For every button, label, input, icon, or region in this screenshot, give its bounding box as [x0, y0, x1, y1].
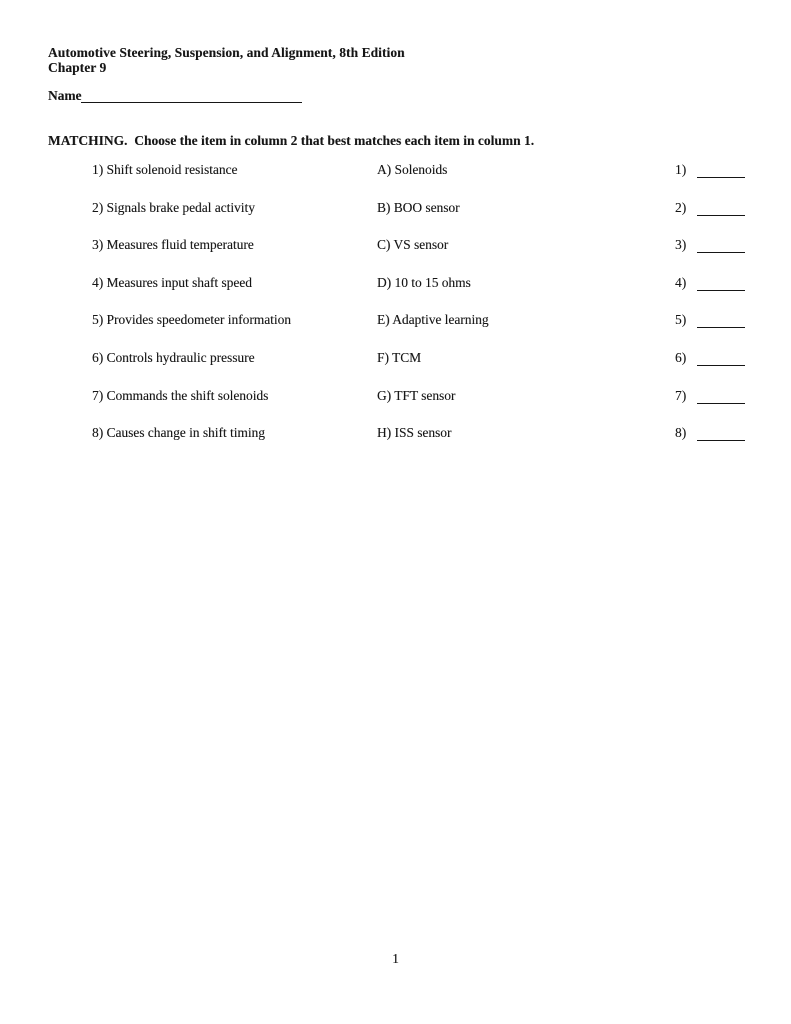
- option-letter: A): [377, 162, 392, 177]
- matching-row: [0, 350, 791, 388]
- answer-number: 4): [675, 274, 687, 290]
- name-row: [48, 88, 302, 104]
- answer-number: 2): [675, 199, 687, 215]
- column1-item: [92, 237, 254, 253]
- answer-blank: [697, 251, 745, 253]
- option-text: VS sensor: [393, 237, 449, 253]
- option-letter: G): [377, 387, 392, 403]
- item-text: Causes change in shift timing: [106, 425, 265, 441]
- matching-row: [0, 388, 791, 426]
- column2-option: [377, 162, 447, 178]
- matching-row: [0, 275, 791, 313]
- option-text: Adaptive learning: [392, 312, 489, 328]
- column2-option: [377, 200, 460, 216]
- answer-slot: [675, 350, 745, 366]
- answer-number: 6): [675, 349, 687, 365]
- option-text: TCM: [392, 349, 422, 365]
- answer-number: 7): [675, 387, 687, 403]
- answer-slot: [675, 425, 745, 441]
- item-text: Shift solenoid resistance: [106, 162, 238, 177]
- matching-row: [0, 162, 791, 200]
- item-number: 3): [92, 237, 104, 253]
- answer-slot: [675, 200, 745, 216]
- answer-blank: [697, 402, 745, 404]
- option-text: ISS sensor: [394, 425, 452, 441]
- answer-slot: [675, 388, 745, 404]
- answer-blank: [697, 364, 745, 366]
- option-letter: H): [377, 425, 392, 441]
- option-letter: D): [377, 274, 392, 290]
- answer-slot: [675, 312, 745, 328]
- item-number: 7): [92, 387, 104, 403]
- answer-blank: [697, 176, 745, 178]
- column1-item: [92, 312, 291, 328]
- matching-row: [0, 237, 791, 275]
- column1-item: [92, 388, 268, 404]
- item-number: 5): [92, 312, 104, 328]
- answer-number: 3): [675, 237, 687, 253]
- document-title: Automotive Steering, Suspension, and Alignment, 8th Edition: [48, 45, 405, 60]
- item-text: Commands the shift solenoids: [106, 387, 269, 403]
- column1-item: [92, 425, 265, 441]
- document-header: [48, 46, 405, 75]
- item-number: 8): [92, 425, 104, 441]
- item-text: Controls hydraulic pressure: [106, 349, 255, 365]
- column2-option: [377, 425, 451, 441]
- answer-blank: [697, 326, 745, 328]
- item-number: 6): [92, 349, 104, 365]
- item-number: 4): [92, 274, 104, 290]
- column2-option: [377, 312, 489, 328]
- answer-number: 8): [675, 425, 687, 441]
- name-blank: [81, 101, 302, 103]
- matching-instruction: MATCHING. Choose the item in column 2 that best matches each item in column 1.: [48, 133, 535, 148]
- item-text: Measures fluid temperature: [106, 237, 254, 253]
- item-text: Provides speedometer information: [106, 312, 291, 328]
- column2-option: [377, 350, 421, 366]
- option-letter: C): [377, 237, 391, 253]
- answer-number: 1): [675, 162, 687, 177]
- option-text: 10 to 15 ohms: [394, 274, 471, 290]
- column1-item: [92, 200, 255, 216]
- column2-option: [377, 275, 471, 291]
- answer-blank: [697, 289, 745, 291]
- column1-item: [92, 350, 255, 366]
- answer-slot: [675, 275, 745, 291]
- item-number: 2): [92, 199, 104, 215]
- answer-blank: [697, 214, 745, 216]
- option-text: TFT sensor: [394, 387, 456, 403]
- option-text: Solenoids: [394, 162, 448, 177]
- answer-slot: [675, 162, 745, 178]
- name-label: Name: [48, 88, 82, 103]
- option-text: BOO sensor: [393, 199, 460, 215]
- item-text: Signals brake pedal activity: [106, 199, 255, 215]
- option-letter: E): [377, 312, 390, 328]
- column1-item: [92, 275, 252, 291]
- item-text: Measures input shaft speed: [106, 274, 252, 290]
- column1-item: [92, 162, 237, 178]
- answer-slot: [675, 237, 745, 253]
- item-number: 1): [92, 162, 104, 177]
- page-number: 1: [392, 951, 399, 966]
- answer-blank: [697, 439, 745, 441]
- answer-number: 5): [675, 312, 687, 328]
- option-letter: F): [377, 349, 389, 365]
- matching-row: [0, 425, 791, 463]
- column2-option: [377, 237, 448, 253]
- matching-row: [0, 312, 791, 350]
- matching-row: [0, 200, 791, 238]
- column2-option: [377, 388, 455, 404]
- chapter-label: Chapter 9: [48, 59, 107, 75]
- matching-rows: [0, 162, 791, 463]
- option-letter: B): [377, 199, 391, 215]
